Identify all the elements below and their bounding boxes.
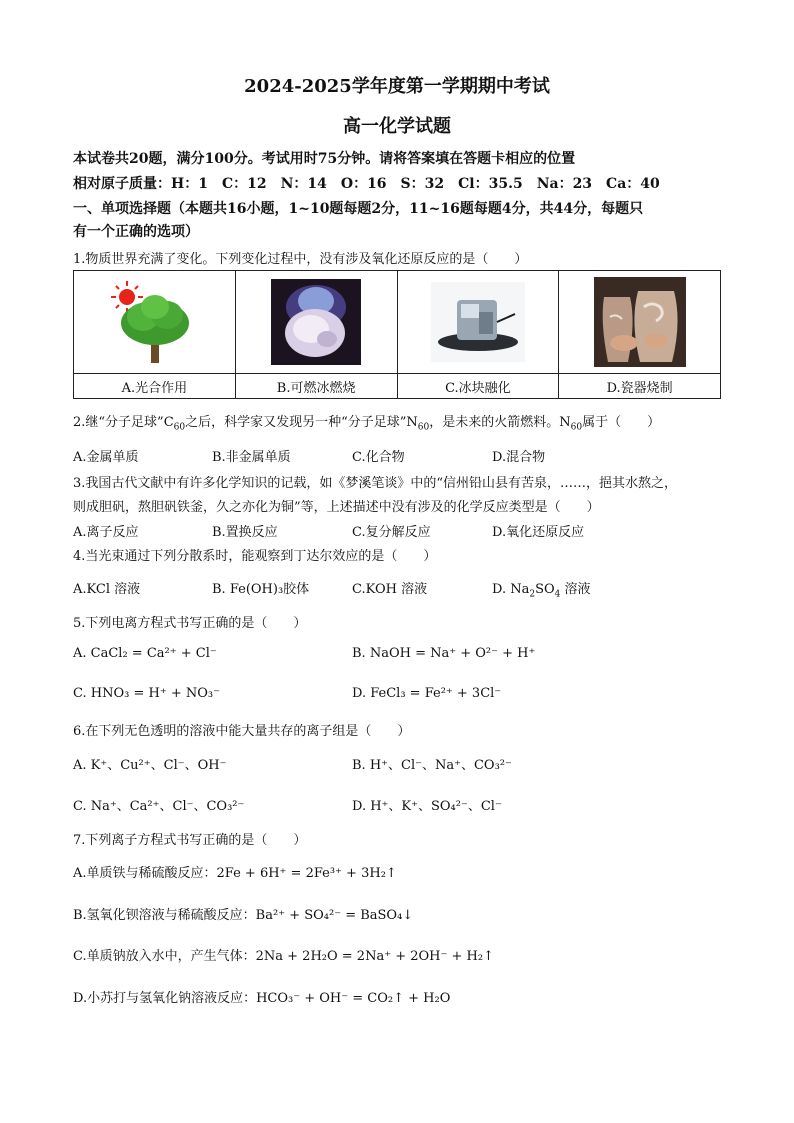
q5-option-b: B. NaOH = Na⁺ + O²⁻ + H⁺ bbox=[352, 646, 536, 661]
q4-option-c: C.KOH 溶液 bbox=[352, 582, 428, 597]
exam-title: 2024-2025学年度第一学期期中考试 bbox=[244, 76, 550, 97]
q3-option-d: D.氧化还原反应 bbox=[492, 525, 585, 540]
q6-stem: 6.在下列无色透明的溶液中能大量共存的离子组是（ ） bbox=[73, 724, 411, 739]
q3-option-a: A.离子反应 bbox=[73, 525, 139, 540]
q7-option-b: B.氢氧化钡溶液与稀硫酸反应：Ba²⁺ + SO₄²⁻ = BaSO₄↓ bbox=[73, 908, 414, 923]
porcelain-photo bbox=[594, 277, 686, 367]
q4-stem: 4.当光束通过下列分散系时，能观察到丁达尔效应的是（ ） bbox=[73, 549, 437, 564]
q3-stem-line-2: 则成胆矾，熬胆矾铁釜，久之亦化为铜”等，上述描述中没有涉及的化学反应类型是（ ） bbox=[73, 500, 600, 515]
q2-stem: 2.继“分子足球$”C_{60}$之后，科学家又发现另一种“分子足球$”N_{60}$，是未来的火箭燃料。$N_{60}$属于（ ） bbox=[73, 415, 661, 433]
q3-option-b: B.置换反应 bbox=[212, 525, 278, 540]
q5-option-a: A. CaCl₂ = Ca²⁺ + Cl⁻ bbox=[73, 646, 217, 661]
instructions-line-1: 本试卷共20题，满分100分。考试用时75分钟。请将答案填在答题卡相应的位置 bbox=[73, 151, 576, 167]
q1-caption-c: C.冰块融化 bbox=[397, 374, 559, 399]
q6-option-a: A. K⁺、Cu²⁺、Cl⁻、OH⁻ bbox=[73, 758, 227, 773]
q5-option-c: C. HNO₃ = H⁺ + NO₃⁻ bbox=[73, 686, 220, 701]
melting-ice-photo bbox=[431, 282, 525, 362]
q7-option-c: C.单质钠放入水中，产生气体：2Na + 2H₂O = 2Na⁺ + 2OH⁻ + H₂↑ bbox=[73, 949, 494, 964]
q3-option-c: C.复分解反应 bbox=[352, 525, 431, 540]
q1-caption-a: A.光合作用 bbox=[74, 374, 236, 399]
burning-ice-photo bbox=[271, 279, 361, 365]
q4-option-b: B. Fe(OH)₃胶体 bbox=[212, 582, 310, 597]
q4-option-a: A.KCl 溶液 bbox=[73, 582, 141, 597]
atomic-masses: 相对原子质量：H：1 C：12 N：14 O：16 S：32 Cl：35.5 Na：23 Ca：40 bbox=[73, 176, 660, 192]
section-heading-line-2: 有一个正确的选项） bbox=[73, 224, 199, 240]
q6-option-c: C. Na⁺、Ca²⁺、Cl⁻、CO₃²⁻ bbox=[73, 799, 245, 814]
q1-cell-a bbox=[74, 271, 236, 374]
q7-option-a: A.单质铁与稀硫酸反应：2Fe + 6H⁺ = 2Fe³⁺ + 3H₂↑ bbox=[73, 866, 397, 881]
q1-cell-b bbox=[235, 271, 397, 374]
q1-cell-c bbox=[397, 271, 559, 374]
q7-stem: 7.下列离子方程式书写正确的是（ ） bbox=[73, 833, 307, 848]
q5-option-d: D. FeCl₃ = Fe²⁺ + 3Cl⁻ bbox=[352, 686, 502, 701]
section-heading-line-1: 一、单项选择题（本题共16小题，1~10题每题2分，11~16题每题4分，共44分，每题只 bbox=[73, 201, 644, 217]
q1-caption-b: B.可燃冰燃烧 bbox=[235, 374, 397, 399]
q2-option-d: D.混合物 bbox=[492, 450, 546, 465]
q5-stem: 5.下列电离方程式书写正确的是（ ） bbox=[73, 616, 307, 631]
q2-option-c: C.化合物 bbox=[352, 450, 405, 465]
q3-stem-line-1: 3.我国古代文献中有许多化学知识的记载，如《梦溪笔谈》中的“信州铅山县有苦泉，……，挹其水熬之， bbox=[73, 476, 678, 491]
q1-stem: 1.物质世界充满了变化。下列变化过程中，没有涉及氧化还原反应的是（ ） bbox=[73, 252, 528, 267]
q6-option-b: B. H⁺、Cl⁻、Na⁺、CO₃²⁻ bbox=[352, 758, 512, 773]
q2-option-b: B.非金属单质 bbox=[212, 450, 291, 465]
q6-option-d: D. H⁺、K⁺、SO₄²⁻、Cl⁻ bbox=[352, 799, 502, 814]
q4-option-d: D. $Na_2SO_4$ 溶液 bbox=[492, 582, 591, 600]
exam-subtitle: 高一化学试题 bbox=[343, 116, 451, 137]
q1-cell-d bbox=[559, 271, 721, 374]
q7-option-d: D.小苏打与氢氧化钠溶液反应：HCO₃⁻ + OH⁻ = CO₂↑ + H₂O bbox=[73, 991, 451, 1006]
q2-option-a: A.金属单质 bbox=[73, 450, 139, 465]
q1-image-table bbox=[73, 270, 721, 399]
sun-tree-icon bbox=[109, 277, 199, 367]
q1-caption-d: D.瓷器烧制 bbox=[559, 374, 721, 399]
